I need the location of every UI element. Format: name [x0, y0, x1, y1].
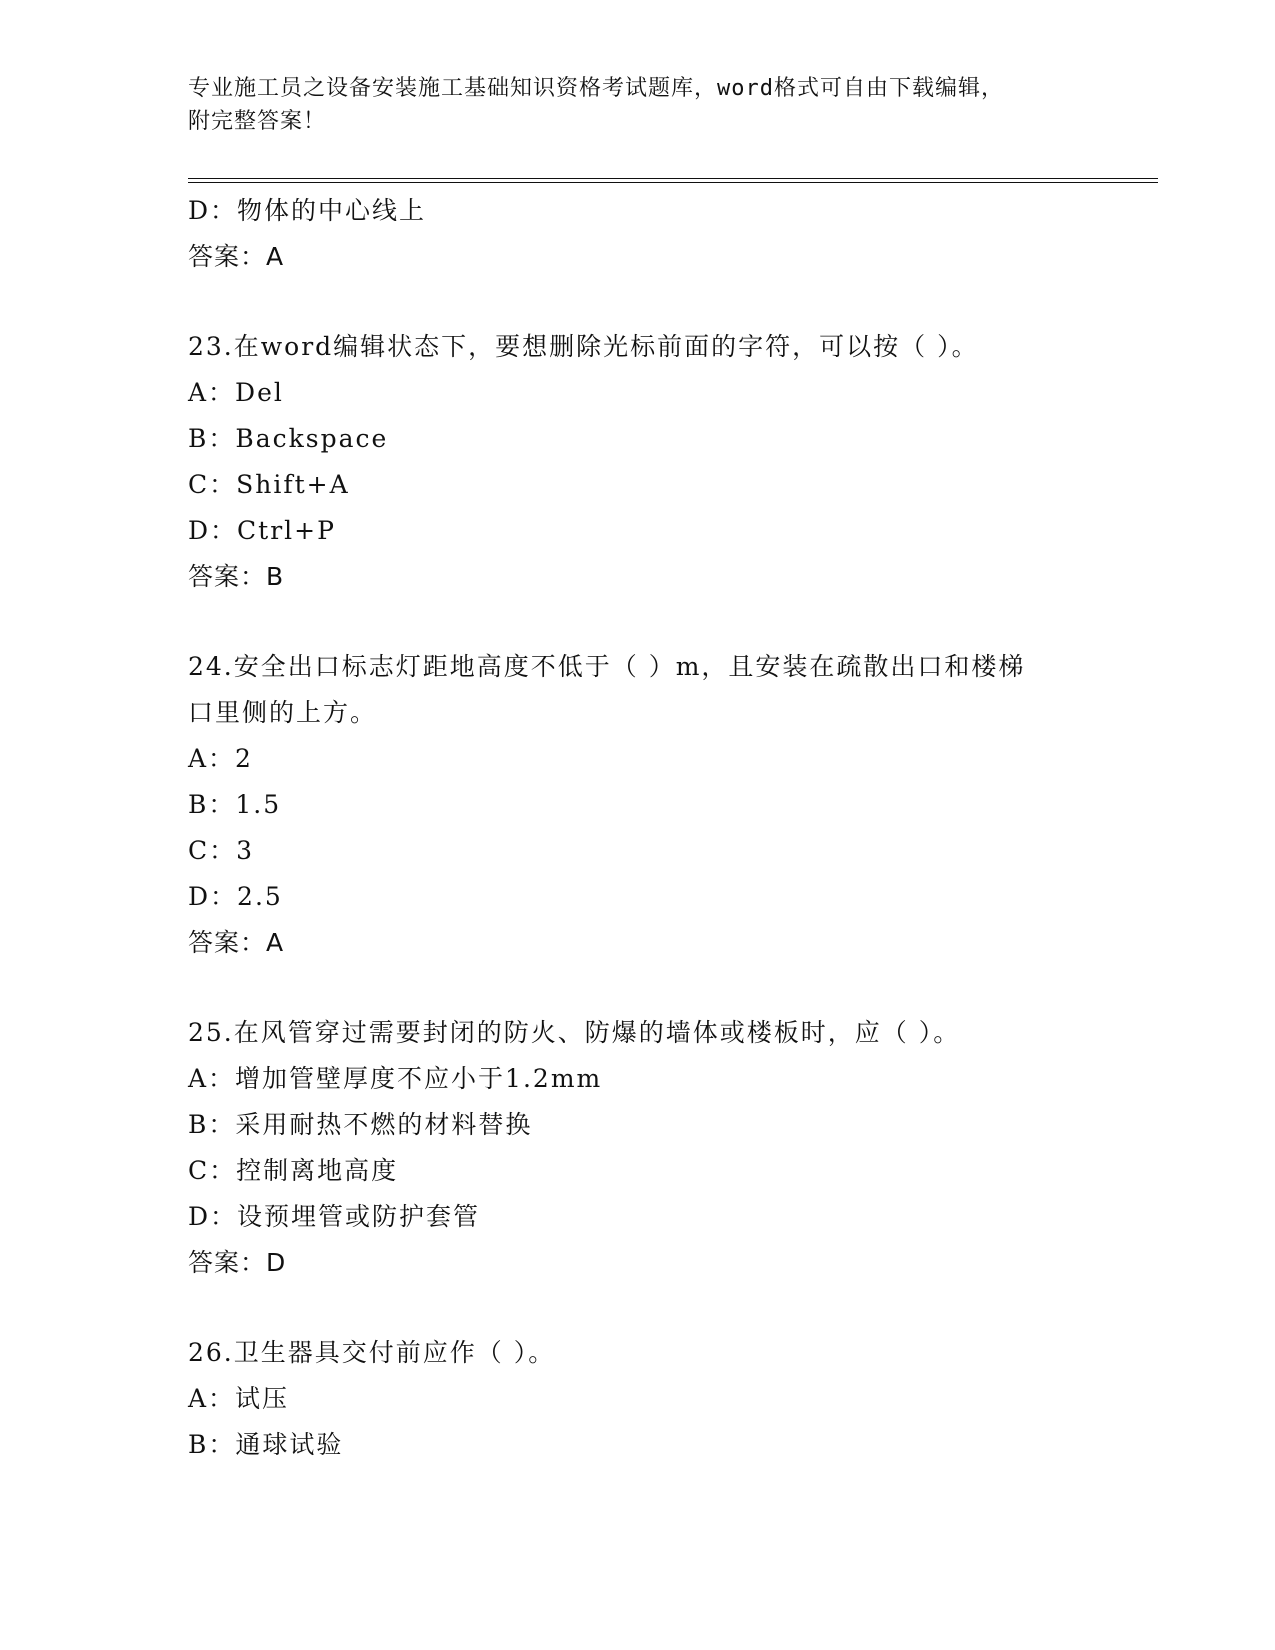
question-stem-line-2: 口里侧的上方。 — [188, 698, 378, 727]
question-stem: 25.在风管穿过需要封闭的防火、防爆的墙体或楼板时，应（ ）。 — [188, 1018, 961, 1047]
option-b: B：采用耐热不燃的材料替换 — [188, 1110, 533, 1139]
option-d: D：物体的中心线上 — [188, 196, 427, 225]
option-b: B：Backspace — [188, 424, 389, 453]
header-divider — [188, 178, 1158, 183]
option-a: A：试压 — [188, 1384, 290, 1413]
question-23 — [188, 324, 1088, 600]
option-d: D：Ctrl+P — [188, 516, 336, 545]
question-stem: 23.在word编辑状态下，要想删除光标前面的字符，可以按（ ）。 — [188, 332, 979, 361]
answer-line: 答案：A — [188, 242, 285, 271]
option-c: C：控制离地高度 — [188, 1156, 399, 1185]
option-a: A：增加管壁厚度不应小于1.2mm — [188, 1064, 603, 1093]
option-c: C：3 — [188, 836, 255, 865]
option-d: D：设预埋管或防护套管 — [188, 1202, 481, 1231]
document-header — [188, 72, 1068, 138]
option-a: A：Del — [188, 378, 284, 407]
answer-line: 答案：A — [188, 928, 285, 957]
previous-question-tail — [188, 188, 1088, 280]
question-stem: 26.卫生器具交付前应作（ ）。 — [188, 1338, 556, 1367]
question-24 — [188, 644, 1088, 966]
option-c: C：Shift+A — [188, 470, 350, 499]
answer-line: 答案：B — [188, 562, 285, 591]
question-stem-line-1: 24.安全出口标志灯距地高度不低于（ ）m，且安装在疏散出口和楼梯 — [188, 652, 1026, 681]
header-title-line-2: 附完整答案！ — [188, 109, 327, 134]
option-b: B：1.5 — [188, 790, 282, 819]
question-25 — [188, 1010, 1088, 1286]
option-a: A：2 — [188, 744, 253, 773]
document-body — [188, 188, 1088, 1468]
header-title-line-1: 专业施工员之设备安装施工基础知识资格考试题库，word格式可自由下载编辑， — [188, 76, 1004, 101]
question-26 — [188, 1330, 1088, 1468]
option-d: D：2.5 — [188, 882, 283, 911]
answer-line: 答案：D — [188, 1248, 287, 1277]
option-b: B：通球试验 — [188, 1430, 344, 1459]
